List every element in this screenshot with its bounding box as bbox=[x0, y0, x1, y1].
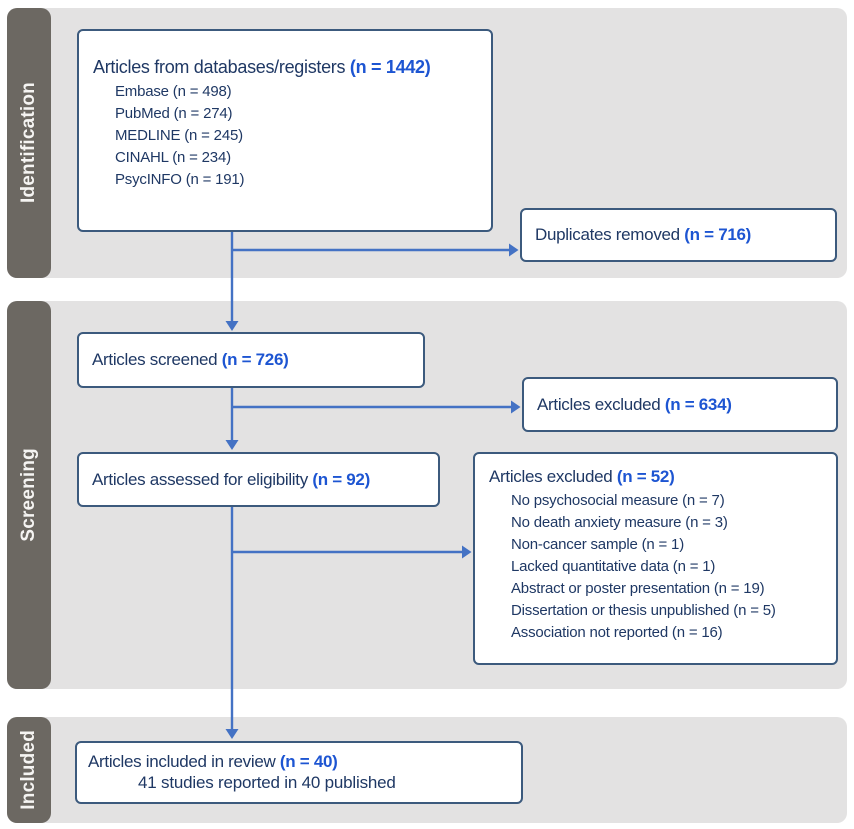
excluded-eligibility-count: (n = 52) bbox=[616, 467, 675, 486]
box-articles-assessed bbox=[77, 452, 440, 507]
screened-title-text: Articles screened bbox=[92, 350, 218, 369]
exclusion-reason-item: Non-cancer sample (n = 1) bbox=[511, 536, 684, 553]
screened-count: (n = 726) bbox=[221, 350, 289, 369]
databases-list-item: PubMed (n = 274) bbox=[115, 105, 233, 122]
duplicates-title bbox=[535, 225, 751, 245]
assessed-count: (n = 92) bbox=[312, 469, 370, 489]
exclusion-reason-item: Abstract or poster presentation (n = 19) bbox=[511, 580, 765, 597]
included-title-text: Articles included in review bbox=[88, 752, 276, 771]
databases-title-text: Articles from databases/registers bbox=[93, 57, 346, 77]
databases-list-item: MEDLINE (n = 245) bbox=[115, 127, 243, 144]
exclusion-reason-item: Association not reported (n = 16) bbox=[511, 624, 723, 641]
duplicates-count: (n = 716) bbox=[684, 225, 752, 244]
identification-phase-label: Identification bbox=[18, 82, 39, 204]
databases-list bbox=[93, 81, 483, 191]
excluded-screening-title bbox=[537, 395, 732, 415]
assessed-title-text: Articles assessed for eligibility bbox=[92, 469, 308, 489]
exclusion-reason-item: Lacked quantitative data (n = 1) bbox=[511, 558, 716, 575]
screening-phase-label: Screening bbox=[18, 448, 39, 542]
box-articles-screened bbox=[77, 332, 425, 388]
included-phase-tab bbox=[7, 717, 51, 823]
databases-count: (n = 1442) bbox=[349, 57, 431, 77]
excluded-screening-count: (n = 634) bbox=[664, 394, 732, 414]
databases-list-item: Embase (n = 498) bbox=[115, 83, 232, 100]
excluded-screening-title-text: Articles excluded bbox=[537, 394, 661, 414]
identification-phase-tab bbox=[7, 8, 51, 278]
exclusion-reason-item: Dissertation or thesis unpublished (n = 5) bbox=[511, 602, 776, 619]
included-count: (n = 40) bbox=[279, 752, 338, 771]
exclusion-reason-item: No psychosocial measure (n = 7) bbox=[511, 492, 725, 509]
excluded-eligibility-title-text: Articles excluded bbox=[489, 467, 613, 486]
box-articles-excluded-eligibility bbox=[473, 452, 838, 665]
databases-title bbox=[93, 57, 483, 78]
screened-title bbox=[92, 350, 288, 370]
included-subtitle: 41 studies reported in 40 published bbox=[138, 773, 396, 792]
box-articles-included bbox=[75, 741, 523, 804]
duplicates-title-text: Duplicates removed bbox=[535, 225, 680, 244]
screening-phase-tab bbox=[7, 301, 51, 689]
exclusion-reason-item: No death anxiety measure (n = 3) bbox=[511, 514, 728, 531]
included-title bbox=[88, 752, 513, 772]
box-articles-from-databases bbox=[77, 29, 493, 232]
assessed-title bbox=[92, 470, 370, 490]
databases-list-item: PsycINFO (n = 191) bbox=[115, 171, 245, 188]
included-phase-label: Included bbox=[18, 730, 39, 810]
excluded-eligibility-title bbox=[489, 467, 830, 487]
box-duplicates-removed bbox=[520, 208, 837, 262]
exclusion-reasons-list bbox=[489, 490, 830, 644]
databases-list-item: CINAHL (n = 234) bbox=[115, 149, 231, 166]
box-articles-excluded-screening bbox=[522, 377, 838, 432]
